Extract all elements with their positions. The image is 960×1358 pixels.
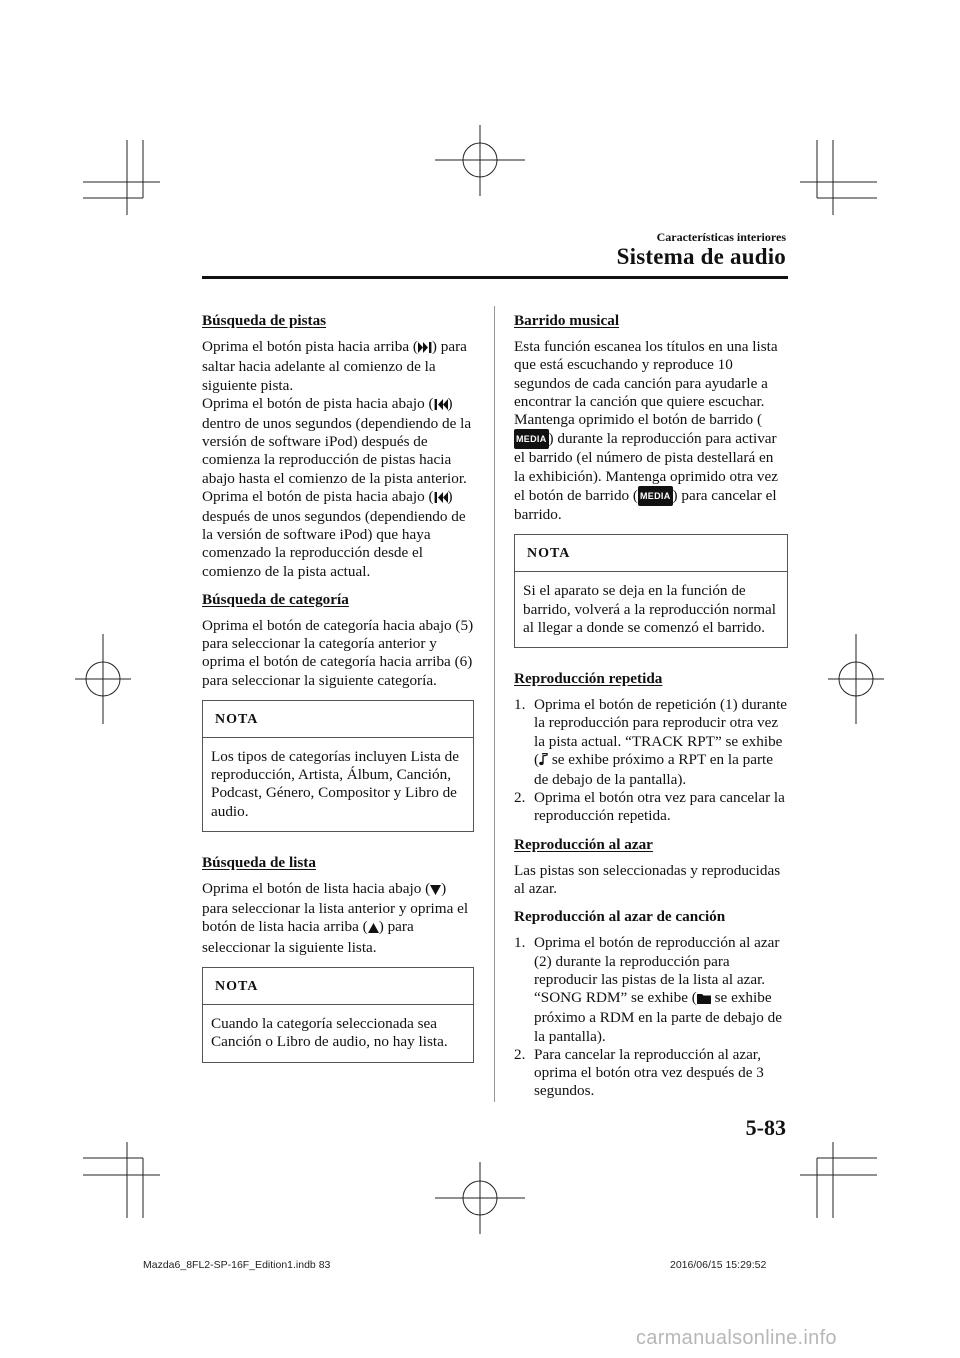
crop-mark-icon bbox=[83, 140, 160, 215]
repeat-note-icon bbox=[539, 753, 548, 771]
footer-file-info: Mazda6_8FL2-SP-16F_Edition1.indb 83 bbox=[143, 1259, 331, 1271]
media-icon: MEDIA bbox=[514, 429, 549, 449]
random-song-heading: Reproducción al azar de canción bbox=[514, 908, 726, 926]
registration-mark-icon bbox=[75, 634, 131, 724]
folder-icon bbox=[697, 991, 711, 1009]
random-heading: Reproducción al azar bbox=[514, 835, 653, 853]
watermark: carmanualsonline.info bbox=[636, 1327, 837, 1349]
registration-mark-icon bbox=[435, 1162, 525, 1234]
music-scan-paragraph: Esta función escanea los títulos en una lista que está escuchando y reproduce 10 segundos de cada canción para ayudarle a encontrar la canción que quiere escuchar. Mantenga oprimido el botón de barrido (MEDIA ) durante la reproducción para activar el barrido (el número de pista destellará en la exhibición). Mantenga oprimido otra vez el botón de barrido ( MEDIA ) para cancelar el barrido. bbox=[514, 338, 779, 524]
right-column bbox=[514, 312, 788, 1110]
previous-track-icon bbox=[434, 397, 448, 415]
note-box bbox=[514, 534, 788, 648]
track-search-heading: Búsqueda de pistas bbox=[202, 312, 327, 329]
footer-timestamp: 2016/06/15 15:29:52 bbox=[670, 1259, 767, 1271]
list-item: 1. Oprima el botón de repetición (1) durante la reproducción para reproducir otra vez la pista actual. “TRACK RPT” se exhibe ( se exhibe próximo a RPT en la parte de debajo de la pantalla). bbox=[514, 696, 788, 789]
crop-mark-icon bbox=[800, 140, 877, 215]
random-paragraph: Las pistas son seleccionadas y reproducidas al azar. bbox=[514, 861, 781, 898]
list-search-heading: Búsqueda de lista bbox=[202, 853, 316, 871]
note-text: Los tipos de categorías incluyen Lista de reproducción, Artista, Álbum, Canción, Podcast, Género, Compositor y Libro de audio. bbox=[203, 737, 473, 831]
category-search-paragraph: Oprima el botón de categoría hacia abajo (5) para seleccionar la categoría anterior y oprima el botón de categoría hacia arriba (6) para seleccionar la siguiente categoría. bbox=[202, 617, 474, 689]
section-header: Características interiores bbox=[656, 230, 786, 244]
random-steps bbox=[514, 934, 788, 1100]
left-column bbox=[202, 312, 474, 1085]
list-item: 2. Oprima el botón otra vez para cancelar la reproducción repetida. bbox=[514, 789, 785, 825]
registration-mark-icon bbox=[828, 634, 884, 724]
music-scan-heading: Barrido musical bbox=[514, 312, 620, 329]
list-item: 1. Oprima el botón de reproducción al azar (2) durante la reproducción para reproducir las pistas de la lista al azar. “SONG RDM” se exhibe ( se exhibe próximo a RDM en la parte de debajo de la pantalla). bbox=[514, 934, 782, 1045]
media-icon: MEDIA bbox=[638, 486, 673, 506]
header-rule bbox=[202, 276, 788, 279]
note-title: NOTA bbox=[215, 978, 259, 994]
note-text: Cuando la categoría seleccionada sea Canción o Libro de audio, no hay lista. bbox=[203, 1004, 473, 1061]
next-track-icon bbox=[418, 340, 432, 358]
note-box bbox=[202, 700, 474, 832]
chapter-title: Sistema de audio bbox=[616, 244, 786, 269]
crop-mark-icon bbox=[800, 1142, 877, 1218]
column-divider bbox=[494, 306, 495, 1102]
repeat-heading: Reproducción repetida bbox=[514, 670, 663, 688]
down-arrow-icon bbox=[430, 882, 441, 900]
crop-mark-icon bbox=[83, 1142, 160, 1218]
note-text: Si el aparato se deja en la función de barrido, volverá a la reproducción normal al llegar a donde se comenzó el barrido. bbox=[515, 571, 787, 647]
up-arrow-icon bbox=[368, 920, 379, 938]
previous-track-icon bbox=[434, 490, 448, 508]
list-search-paragraph: Oprima el botón de lista hacia abajo ( ) para seleccionar la lista anterior y oprima el botón de lista hacia arriba ( ) para seleccionar la siguiente lista. bbox=[202, 880, 469, 956]
registration-mark-icon bbox=[435, 125, 525, 196]
list-item: 2. Para cancelar la reproducción al azar, oprima el botón otra vez después de 3 segundos. bbox=[514, 1045, 764, 1100]
track-search-paragraph: Oprima el botón pista hacia arriba ( ) para saltar hacia adelante al comienzo de la siguiente pista. Oprima el botón de pista hacia abajo ( ) dentro de unos segundos (dependiendo de la versión de software iPod) después de comienza la reproducción de pistas hacia abajo hasta el comienzo de la pista anterior. Oprima el botón de pista hacia abajo ( ) después de unos segundos (dependiendo de la versión de software iPod) que haya comenzado la reproducción desde el comienzo de la pista actual. bbox=[202, 338, 472, 580]
page-number: 5-83 bbox=[745, 1115, 786, 1140]
repeat-steps bbox=[514, 696, 788, 825]
category-search-heading: Búsqueda de categoría bbox=[202, 590, 349, 608]
note-title: NOTA bbox=[215, 711, 259, 727]
note-title: NOTA bbox=[527, 546, 571, 562]
note-box bbox=[202, 967, 474, 1063]
